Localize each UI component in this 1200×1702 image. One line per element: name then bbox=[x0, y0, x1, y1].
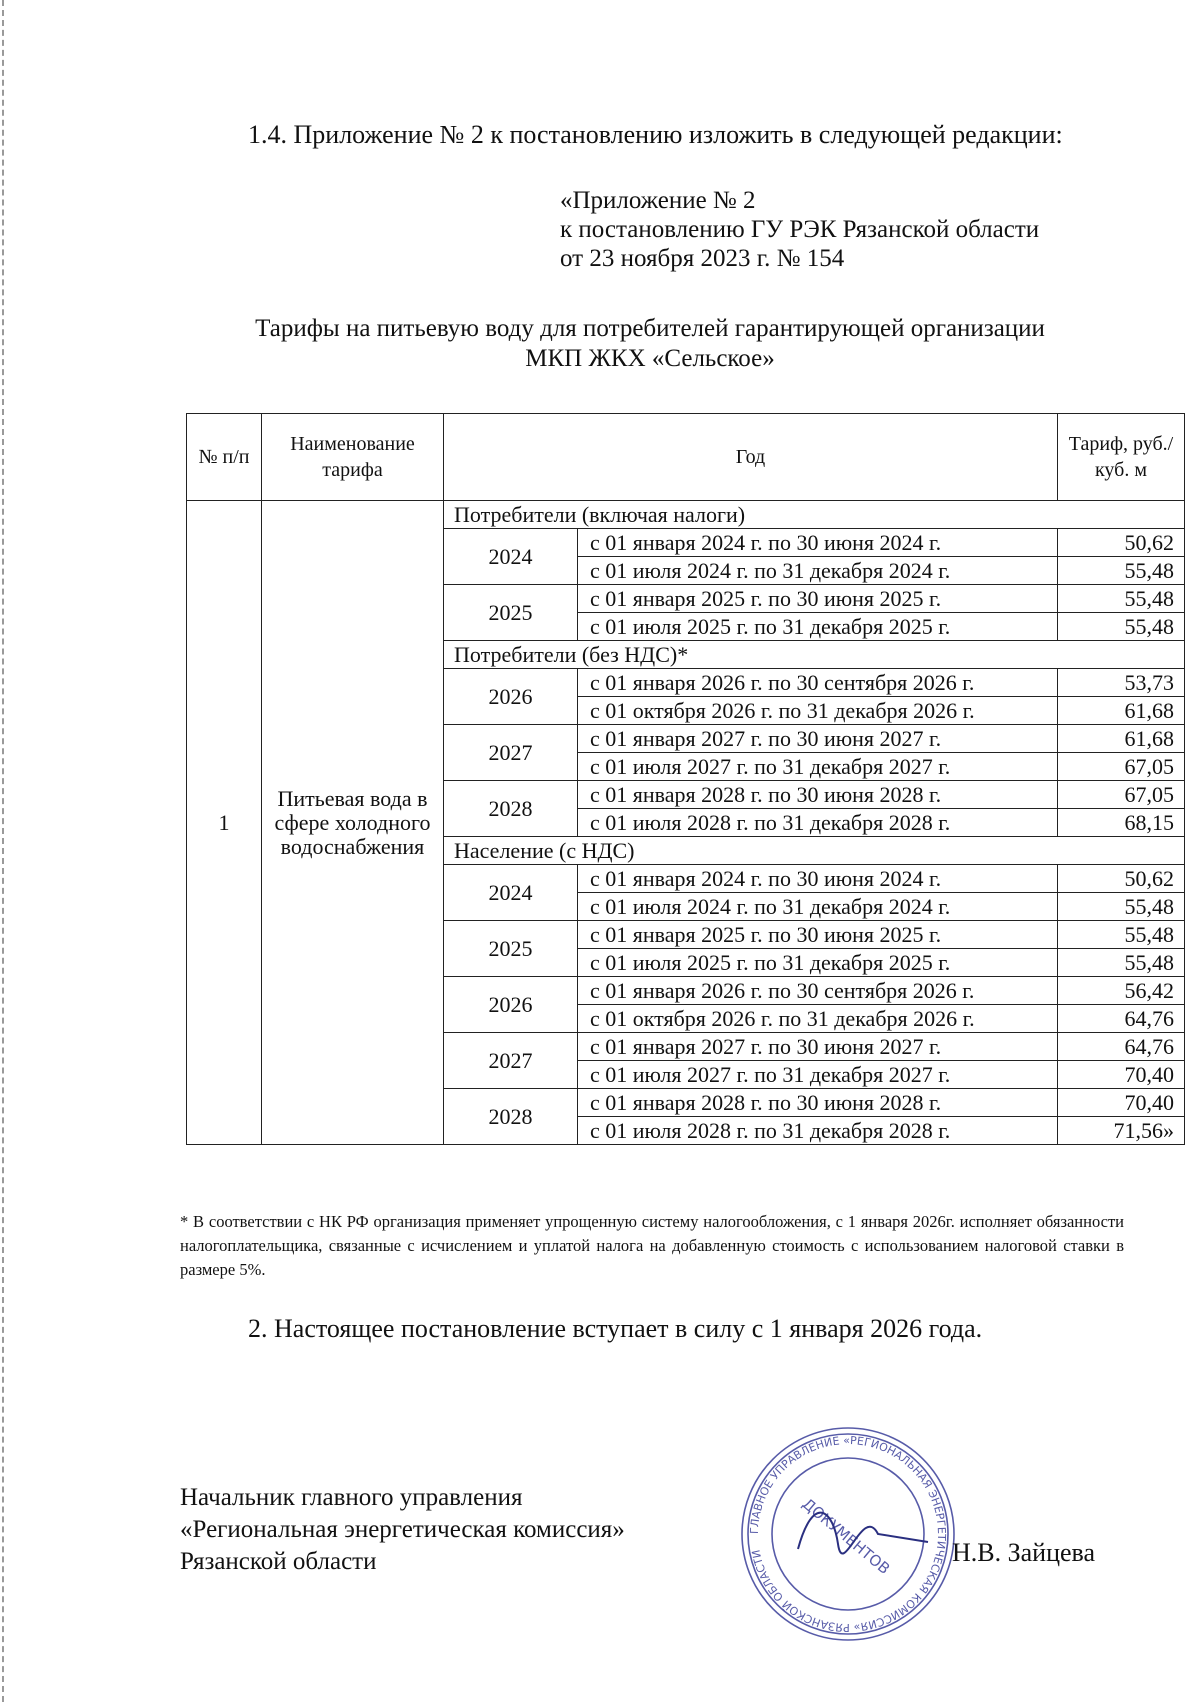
year-cell: 2026 bbox=[444, 669, 578, 725]
appendix-header bbox=[560, 186, 1039, 273]
tariff-value-cell: 50,62 bbox=[1058, 529, 1185, 557]
signatory-title-line: Начальник главного управления bbox=[180, 1484, 523, 1511]
tariff-value-cell: 55,48 bbox=[1058, 557, 1185, 585]
year-cell: 2024 bbox=[444, 865, 578, 921]
period-cell: с 01 июля 2025 г. по 31 декабря 2025 г. bbox=[578, 949, 1058, 977]
row-number: 1 bbox=[187, 501, 262, 1145]
tariff-value-cell: 61,68 bbox=[1058, 725, 1185, 753]
consumer-group-label: Население (с НДС) bbox=[444, 837, 1185, 865]
period-cell: с 01 июля 2028 г. по 31 декабря 2028 г. bbox=[578, 1117, 1058, 1145]
tariff-value-cell: 61,68 bbox=[1058, 697, 1185, 725]
consumer-group-label: Потребители (без НДС)* bbox=[444, 641, 1185, 669]
period-cell: с 01 января 2027 г. по 30 июня 2027 г. bbox=[578, 725, 1058, 753]
period-cell: с 01 января 2024 г. по 30 июня 2024 г. bbox=[578, 529, 1058, 557]
footnote: * В соответствии с НК РФ организация применяет упрощенную систему налогообложения, с 1 января 2026г. исполняет обязанности налогоплательщика, связанные с исчислением и уплатой налога на добавленную стоимость с использованием налоговой ставки в размере 5%. bbox=[180, 1212, 1124, 1279]
header-year: Год bbox=[444, 414, 1058, 501]
tariff-value-cell: 64,76 bbox=[1058, 1033, 1185, 1061]
effective-clause: 2. Настоящее постановление вступает в силу с 1 января 2026 года. bbox=[248, 1314, 983, 1343]
period-cell: с 01 октября 2026 г. по 31 декабря 2026 г. bbox=[578, 1005, 1058, 1033]
stamp-outer-text: ГЛАВНОЕ УПРАВЛЕНИЕ «РЕГИОНАЛЬНАЯ ЭНЕРГЕТИЧЕСКАЯ КОМИССИЯ» РЯЗАНСКОЙ ОБЛАСТИ bbox=[747, 1433, 949, 1635]
appendix-header-line: от 23 ноября 2023 г. № 154 bbox=[560, 245, 845, 272]
tariff-table bbox=[186, 413, 1185, 1145]
table-title-line: МКП ЖКХ «Сельское» bbox=[525, 345, 775, 372]
table-header-row bbox=[187, 414, 1185, 501]
tariff-value-cell: 55,48 bbox=[1058, 893, 1185, 921]
year-cell: 2027 bbox=[444, 1033, 578, 1089]
period-cell: с 01 июля 2024 г. по 31 декабря 2024 г. bbox=[578, 893, 1058, 921]
tariff-value-cell: 55,48 bbox=[1058, 949, 1185, 977]
period-cell: с 01 июля 2027 г. по 31 декабря 2027 г. bbox=[578, 1061, 1058, 1089]
tariff-value-cell: 50,62 bbox=[1058, 865, 1185, 893]
appendix-header-line: к постановлению ГУ РЭК Рязанской области bbox=[560, 216, 1040, 243]
table-title-line: Тарифы на питьевую воду для потребителей гарантирующей организации bbox=[255, 315, 1045, 342]
tariff-value-cell: 71,56» bbox=[1058, 1117, 1185, 1145]
tariff-value-cell: 55,48 bbox=[1058, 613, 1185, 641]
year-cell: 2027 bbox=[444, 725, 578, 781]
year-cell: 2026 bbox=[444, 977, 578, 1033]
scan-margin-line bbox=[2, 0, 4, 1702]
tariff-value-cell: 56,42 bbox=[1058, 977, 1185, 1005]
tariff-value-cell: 55,48 bbox=[1058, 921, 1185, 949]
period-cell: с 01 января 2027 г. по 30 июня 2027 г. bbox=[578, 1033, 1058, 1061]
year-cell: 2025 bbox=[444, 921, 578, 977]
stamp-inner-text: ДОКУМЕНТОВ bbox=[798, 1494, 894, 1578]
tariff-value-cell: 70,40 bbox=[1058, 1061, 1185, 1089]
group-row bbox=[187, 501, 1185, 529]
period-cell: с 01 января 2026 г. по 30 сентября 2026 г. bbox=[578, 669, 1058, 697]
table-title bbox=[180, 314, 1120, 374]
tariff-value-cell: 70,40 bbox=[1058, 1089, 1185, 1117]
tariff-value-cell: 64,76 bbox=[1058, 1005, 1185, 1033]
signatory-title-line: «Региональная энергетическая комиссия» bbox=[180, 1516, 625, 1543]
tariff-value-cell: 67,05 bbox=[1058, 781, 1185, 809]
period-cell: с 01 января 2028 г. по 30 июня 2028 г. bbox=[578, 1089, 1058, 1117]
header-num: № п/п bbox=[187, 414, 262, 501]
year-cell: 2028 bbox=[444, 1089, 578, 1145]
tariff-value-cell: 53,73 bbox=[1058, 669, 1185, 697]
official-stamp bbox=[738, 1424, 958, 1644]
year-cell: 2025 bbox=[444, 585, 578, 641]
tariff-value-cell: 67,05 bbox=[1058, 753, 1185, 781]
header-tariff: Тариф, руб./куб. м bbox=[1058, 414, 1185, 501]
period-cell: с 01 июля 2024 г. по 31 декабря 2024 г. bbox=[578, 557, 1058, 585]
period-cell: с 01 июля 2027 г. по 31 декабря 2027 г. bbox=[578, 753, 1058, 781]
appendix-header-line: «Приложение № 2 bbox=[560, 187, 756, 214]
period-cell: с 01 января 2026 г. по 30 сентября 2026 г. bbox=[578, 977, 1058, 1005]
period-cell: с 01 октября 2026 г. по 31 декабря 2026 г. bbox=[578, 697, 1058, 725]
signatory-title bbox=[180, 1482, 625, 1578]
period-cell: с 01 июля 2025 г. по 31 декабря 2025 г. bbox=[578, 613, 1058, 641]
period-cell: с 01 января 2028 г. по 30 июня 2028 г. bbox=[578, 781, 1058, 809]
signatory-title-line: Рязанской области bbox=[180, 1548, 377, 1575]
year-cell: 2028 bbox=[444, 781, 578, 837]
consumer-group-label: Потребители (включая налоги) bbox=[444, 501, 1185, 529]
signatory-name: Н.В. Зайцева bbox=[952, 1538, 1096, 1567]
tariff-name: Питьевая вода в сфере холодного водоснабжения bbox=[262, 501, 444, 1145]
period-cell: с 01 января 2024 г. по 30 июня 2024 г. bbox=[578, 865, 1058, 893]
period-cell: с 01 июля 2028 г. по 31 декабря 2028 г. bbox=[578, 809, 1058, 837]
tariff-value-cell: 55,48 bbox=[1058, 585, 1185, 613]
period-cell: с 01 января 2025 г. по 30 июня 2025 г. bbox=[578, 921, 1058, 949]
year-cell: 2024 bbox=[444, 529, 578, 585]
intro-clause: 1.4. Приложение № 2 к постановлению изложить в следующей редакции: bbox=[248, 120, 1063, 149]
period-cell: с 01 января 2025 г. по 30 июня 2025 г. bbox=[578, 585, 1058, 613]
header-name: Наименование тарифа bbox=[262, 414, 444, 501]
tariff-value-cell: 68,15 bbox=[1058, 809, 1185, 837]
